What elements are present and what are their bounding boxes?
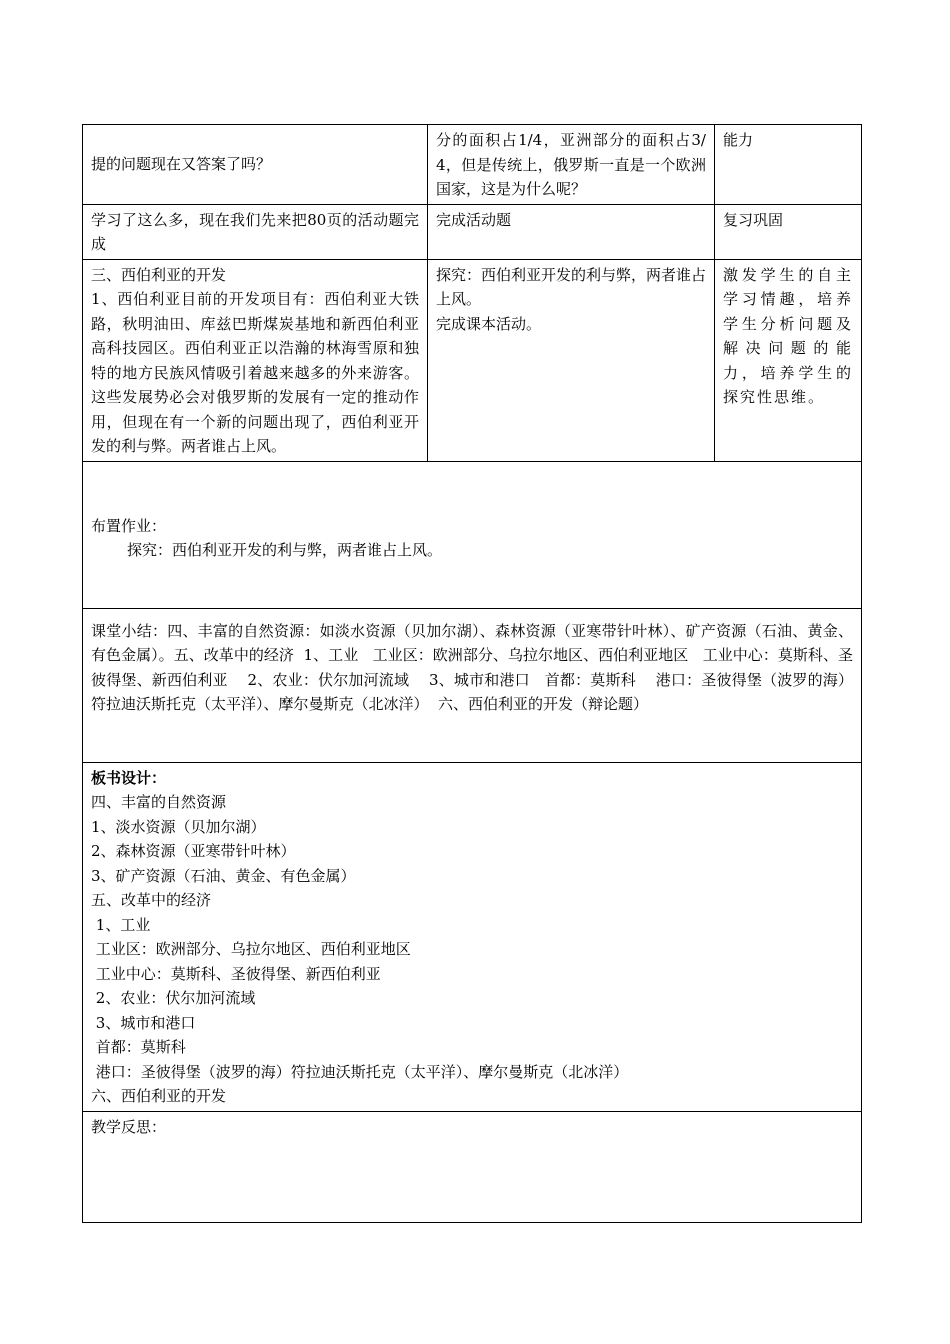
student-activity-cell: 完成活动题 bbox=[428, 204, 715, 259]
activity-text: 完成课本活动。 bbox=[436, 314, 542, 333]
reflection-cell bbox=[83, 1111, 862, 1222]
board-line: 2、森林资源（亚寒带针叶林） bbox=[91, 842, 296, 860]
summary-text: 课堂小结：四、丰富的自然资源：如淡水资源（贝加尔湖）、森林资源（亚寒带针叶林）、矿产资源（石油、黄金、有色金属）。五、改革中的经济 1、工业 工业区：欧洲部分、乌拉尔地区、西伯利亚地区 工业中心：莫斯科、圣彼得堡、新西伯利亚 2、农业：伏尔加河流域 3、城市和港口 首都：莫斯科 港口：圣彼得堡（波罗的海）符拉迪沃斯托克（太平洋）、摩尔曼斯克（北冰洋） 六、西伯利亚的开发（辩论题） bbox=[91, 621, 853, 713]
design-intent-cell: 能力 bbox=[715, 125, 862, 205]
board-line: 首都：莫斯科 bbox=[91, 1038, 186, 1056]
section-body: 1、西伯利亚目前的开发项目有：西伯利亚大铁路，秋明油田、库兹巴斯煤炭基地和新西伯利亚高科技园区。西伯利亚正以浩瀚的林海雪原和独特的地方民族风情吸引着越来越多的外来游客。这些发展势必会对俄罗斯的发展有一定的推动作用，但现在有一个新的问题出现了，西伯利亚开发的利与弊。两者谁占上风。 bbox=[91, 290, 419, 455]
board-line: 3、矿产资源（石油、黄金、有色金属） bbox=[91, 866, 356, 885]
board-design-lines bbox=[91, 790, 853, 1109]
board-line: 五、改革中的经济 bbox=[91, 891, 212, 909]
board-line: 工业区：欧洲部分、乌拉尔地区、西伯利亚地区 bbox=[91, 940, 411, 958]
table-row bbox=[83, 762, 862, 1111]
reflection-label: 教学反思： bbox=[91, 1117, 167, 1136]
table-row bbox=[83, 125, 862, 205]
table-row bbox=[83, 608, 862, 762]
inquiry-text: 探究：西伯利亚开发的利与弊，两者谁占上风。 bbox=[436, 265, 707, 308]
board-line: 港口：圣彼得堡（波罗的海）符拉迪沃斯托克（太平洋）、摩尔曼斯克（北冰洋） bbox=[91, 1062, 629, 1081]
student-activity-cell bbox=[428, 259, 715, 461]
teacher-activity-cell bbox=[83, 125, 428, 205]
homework-cell bbox=[83, 461, 862, 608]
table-row bbox=[83, 259, 862, 461]
teacher-activity-cell bbox=[83, 259, 428, 461]
section-heading: 三、西伯利亚的开发 bbox=[91, 265, 227, 284]
board-design-cell bbox=[83, 762, 862, 1111]
student-activity-cell: 分的面积占1/4，亚洲部分的面积占3/4，但是传统上，俄罗斯一直是一个欧洲国家，这是为什么呢？ bbox=[428, 125, 715, 205]
board-line: 工业中心：莫斯科、圣彼得堡、新西伯利亚 bbox=[91, 964, 381, 983]
board-line: 2、农业：伏尔加河流域 bbox=[91, 989, 256, 1007]
design-intent-cell: 复习巩固 bbox=[715, 204, 862, 259]
homework-label: 布置作业： bbox=[91, 516, 167, 535]
summary-cell bbox=[83, 608, 862, 762]
board-line: 1、淡水资源（贝加尔湖） bbox=[91, 817, 266, 836]
table-row bbox=[83, 461, 862, 608]
table-row bbox=[83, 204, 862, 259]
cell-text: 提的问题现在又答案了吗？ bbox=[91, 155, 272, 173]
board-line: 四、丰富的自然资源 bbox=[91, 793, 227, 811]
homework-text: 探究：西伯利亚开发的利与弊，两者谁占上风。 bbox=[127, 541, 443, 559]
board-line: 六、西伯利亚的开发 bbox=[91, 1087, 227, 1105]
board-design-title: 板书设计： bbox=[91, 768, 167, 787]
table-row bbox=[83, 1111, 862, 1222]
design-intent-cell: 激发学生的自主学习情趣，培养学生分析问题及解决问题的能力，培养学生的探究性思维。 bbox=[715, 259, 862, 461]
board-line: 1、工业 bbox=[91, 915, 151, 934]
lesson-plan-table bbox=[82, 124, 862, 1223]
board-line: 3、城市和港口 bbox=[91, 1013, 196, 1032]
teacher-activity-cell: 学习了这么多，现在我们先来把80页的活动题完成 bbox=[83, 204, 428, 259]
